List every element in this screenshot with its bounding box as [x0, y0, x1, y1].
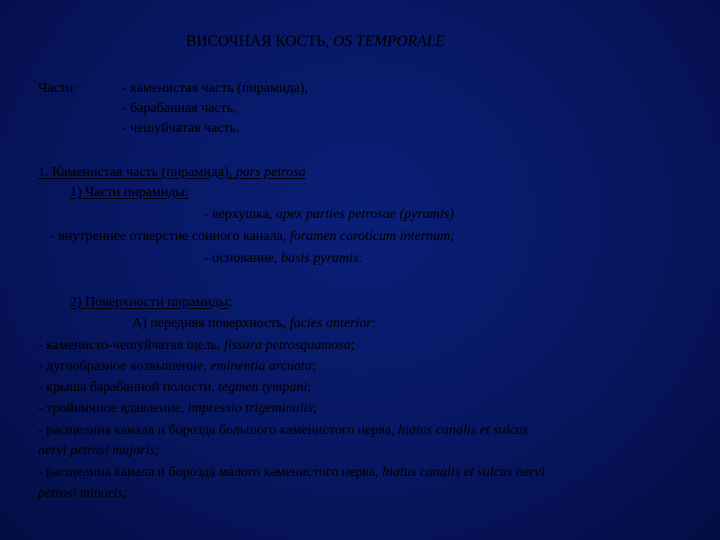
base-end: . — [358, 251, 362, 266]
apex-line — [204, 206, 454, 224]
apex-latin: apex parties petrosae (pyramis) — [275, 207, 454, 222]
parts-label: Части: — [38, 81, 78, 96]
foramen-latin: foramen caroticum internum; — [289, 229, 455, 244]
sub1-heading-text: 1) Части пирамиды: — [70, 185, 189, 200]
list-item-ru: - каменисто-чешуйчатая щель, — [38, 338, 225, 353]
parts-item-tympanic: - барабанная часть, — [122, 101, 237, 116]
list-item-end: ; — [312, 401, 317, 416]
list-item-latin: fissura petrosquamosa — [224, 338, 351, 353]
anterior-surface-line — [132, 315, 376, 333]
hiatus-major-ru: - расщелина канала и борозда большого каменистого нерва, — [38, 423, 399, 438]
list-item — [38, 400, 317, 418]
list-item-latin: impressio trigeminalis — [187, 401, 313, 416]
list-item-latin: tegmen tympani — [218, 380, 308, 395]
anterior-ru: А) передняя поверхность, — [132, 316, 290, 331]
hiatus-minor-ru: - расщелина канала и борозда малого каменистого нерва, — [38, 465, 383, 480]
list-item-ru: - дугообразное возвышение, — [38, 359, 211, 374]
section1-heading-ru: 1. Каменистая часть (пирамида), — [38, 165, 236, 180]
hiatus-minor-line-2 — [38, 485, 127, 503]
hiatus-minor-line-1 — [38, 464, 545, 482]
sub2-heading — [70, 294, 232, 312]
list-item-end: ; — [350, 338, 355, 353]
list-item — [38, 337, 355, 355]
parts-item-petrous: - каменистая часть (пирамида), — [122, 81, 308, 96]
list-item-end: ; — [307, 380, 312, 395]
list-item-ru: - тройничное вдавление, — [38, 401, 188, 416]
base-latin: basis pyramis — [281, 251, 359, 266]
hiatus-major-line-2 — [38, 442, 160, 460]
list-item-ru: - крыша барабанной полости, — [38, 380, 219, 395]
hiatus-minor-latin-2: petrosi minoris; — [38, 486, 128, 501]
foramen-line — [50, 228, 455, 246]
anterior-latin: facies anterior — [289, 316, 372, 331]
hiatus-major-line-1 — [38, 422, 528, 440]
section1-heading-latin: pars petrosa — [235, 165, 306, 180]
list-item-latin: eminentia arcuata — [210, 359, 312, 374]
section1-heading — [38, 164, 306, 182]
sub1-heading — [70, 184, 189, 202]
hiatus-minor-latin-1: hiatus canalis et sulcus nervi — [382, 465, 545, 480]
anterior-end: : — [371, 316, 376, 331]
sub2-colon: : — [228, 295, 233, 310]
list-item — [38, 379, 311, 397]
base-ru: - основание, — [204, 251, 282, 266]
title-russian: ВИСОЧНАЯ КОСТЬ, — [186, 33, 334, 50]
apex-ru: - верхушка, — [204, 207, 276, 222]
base-line — [204, 250, 362, 268]
page-title — [186, 33, 445, 51]
hiatus-major-latin-2: nervi petrosi majoris; — [38, 443, 160, 458]
sub2-heading-text: 2) Поверхности пирамиды — [70, 295, 229, 310]
foramen-ru: - внутреннее отверстие сонного канала, — [50, 229, 290, 244]
title-latin: OS TEMPORALE — [333, 33, 445, 50]
list-item-end: ; — [311, 359, 316, 374]
hiatus-major-latin-1: hiatus canalis et sulcus — [398, 423, 529, 438]
parts-item-squamous: - чешуйчатая часть. — [122, 121, 240, 136]
list-item — [38, 358, 316, 376]
